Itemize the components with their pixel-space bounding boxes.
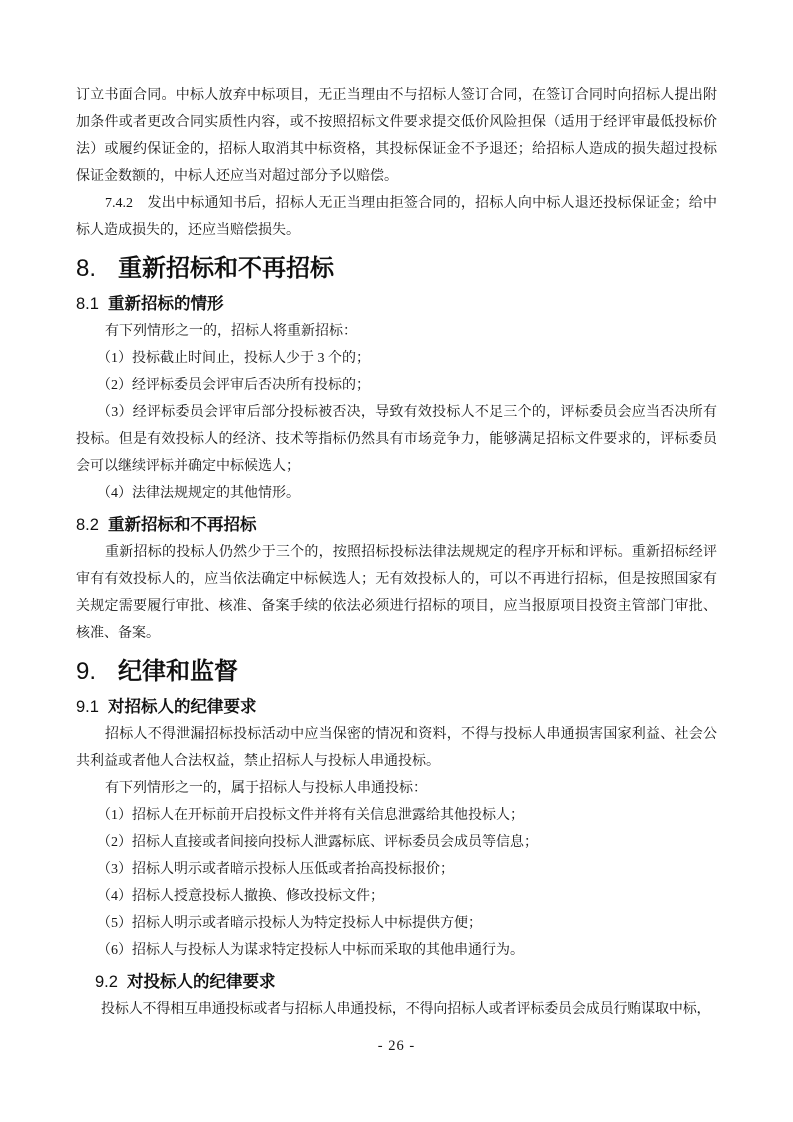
list-item: （1）招标人在开标前开启投标文件并将有关信息泄露给其他投标人； <box>97 808 524 823</box>
page-number: - 26 - <box>377 1038 416 1054</box>
page-content <box>76 82 717 1023</box>
section-8-2-number: 8.2 <box>76 516 99 534</box>
list-item: （2）经评标委员会评审后否决所有投标的； <box>97 378 370 393</box>
section-9-2-heading <box>95 970 717 994</box>
section-9-1-number: 9.1 <box>76 698 99 716</box>
list-item: （3）经评标委员会评审后部分投标被否决，导致有效投标人不足三个的，评标委员会应当否决所有投标。但是有效投标人的经济、技术等指标仍然具有市场竞争力，能够满足招标文件要求的，评标委员会可以继续评标并确定中标候选人； <box>76 405 717 474</box>
section-8-heading <box>76 252 717 286</box>
list-item: （2）招标人直接或者间接向投标人泄露标底、评标委员会成员等信息； <box>97 835 538 850</box>
section-8-2-title: 重新招标和不再招标 <box>108 516 257 534</box>
section-9-heading <box>76 655 717 689</box>
section-9-1-heading <box>76 695 717 719</box>
section-8-1-title: 重新招标的情形 <box>108 295 224 313</box>
section-8-2-body: 重新招标的投标人仍然少于三个的，按照招标投标法律法规规定的程序开标和评标。重新招标经评审有有效投标人的，应当依法确定中标候选人；无有效投标人的，可以不再进行招标，但是按照国家有关规定需要履行审批、核准、备案手续的依法必须进行招标的项目，应当报原项目投资主管部门审批、核准、备案。 <box>76 545 717 641</box>
section-9-2-body: 投标人不得相互串通投标或者与招标人串通投标，不得向招标人或者评标委员会成员行贿谋取中标， <box>101 1002 711 1017</box>
section-8-number: 8. <box>76 255 97 282</box>
section-9-1-title: 对招标人的纪律要求 <box>108 698 257 716</box>
section-9-number: 9. <box>76 658 97 685</box>
list-item: （6）招标人与投标人为谋求特定投标人中标而采取的其他串通行为。 <box>97 943 524 958</box>
list-item: （5）招标人明示或者暗示投标人为特定投标人中标提供方便； <box>97 916 482 931</box>
section-9-2-number: 9.2 <box>95 973 118 991</box>
section-9-1-body: 招标人不得泄漏招标投标活动中应当保密的情况和资料，不得与投标人串通损害国家利益、社会公共利益或者他人合法权益，禁止招标人与投标人串通投标。 <box>76 727 717 769</box>
paragraph-contract-continuation: 订立书面合同。中标人放弃中标项目，无正当理由不与招标人签订合同，在签订合同时向招标人提出附加条件或者更改合同实质性内容，或不按照招标文件要求提交低价风险担保（适用于经评审最低投标价法）或履约保证金的，招标人取消其中标资格，其投标保证金不予退还；给招标人造成的损失超过投标保证金数额的，中标人还应当对超过部分予以赔偿。 <box>76 88 717 184</box>
paragraph-7-4-2: 7.4.2 发出中标通知书后，招标人无正当理由拒签合同的，招标人向中标人退还投标保证金；给中标人造成损失的，还应当赔偿损失。 <box>76 196 717 238</box>
list-item: （4）法律法规规定的其他情形。 <box>97 486 300 501</box>
section-8-1-heading <box>76 292 717 316</box>
section-8-1-number: 8.1 <box>76 295 99 313</box>
section-8-2-heading <box>76 513 717 537</box>
list-item: （4）招标人授意投标人撤换、修改投标文件； <box>97 889 384 904</box>
section-9-2-title: 对投标人的纪律要求 <box>127 973 276 991</box>
section-8-title: 重新招标和不再招标 <box>118 255 334 282</box>
list-item: （1）投标截止时间止，投标人少于 3 个的； <box>97 351 370 366</box>
section-9-1-intro: 有下列情形之一的，属于招标人与投标人串通投标： <box>105 781 427 796</box>
section-9-title: 纪律和监督 <box>118 658 238 685</box>
list-item: （3）招标人明示或者暗示投标人压低或者抬高投标报价； <box>97 862 454 877</box>
section-8-1-intro: 有下列情形之一的，招标人将重新招标： <box>105 324 357 339</box>
